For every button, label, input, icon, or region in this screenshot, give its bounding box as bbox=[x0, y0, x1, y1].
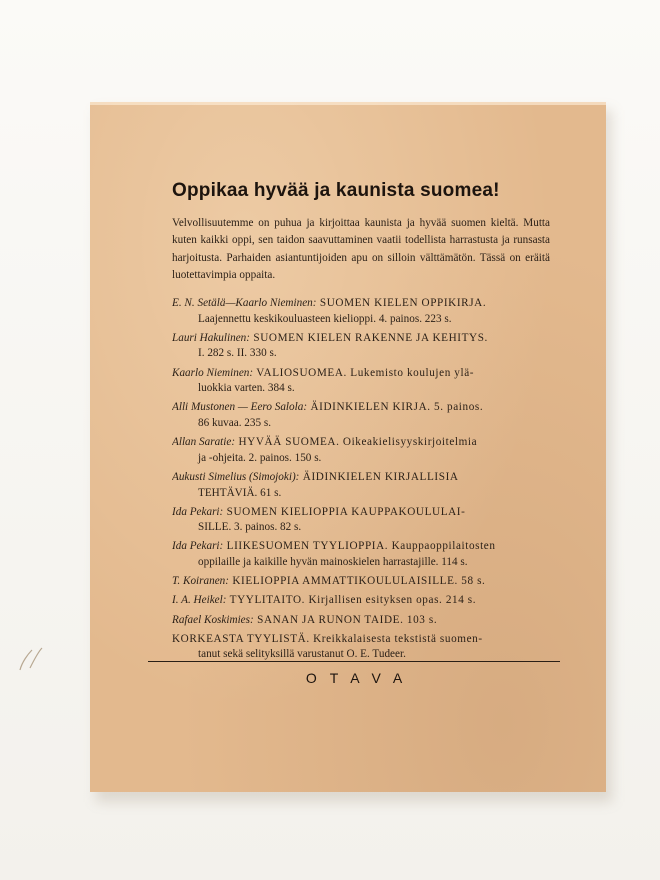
book-title: SANAN JA RUNON TAIDE. 103 s. bbox=[253, 613, 438, 626]
book-author: T. Koiranen: bbox=[172, 575, 229, 588]
book-details: TEHTÄVIÄ. 61 s. bbox=[198, 486, 282, 499]
book-title: ÄIDINKIELEN KIRJALLISIA bbox=[299, 470, 459, 483]
book-title: KORKEASTA TYYLISTÄ. Kreikkalaisesta tekstistä suomen- bbox=[172, 632, 483, 645]
pencil-mark bbox=[8, 640, 68, 680]
book-author: E. N. Setälä—Kaarlo Nieminen: bbox=[172, 297, 317, 309]
book-entry bbox=[172, 400, 552, 431]
book-author: Alli Mustonen — Eero Salola: bbox=[172, 401, 308, 414]
book-entry bbox=[172, 331, 552, 362]
book-author: Ida Pekari: bbox=[172, 540, 224, 553]
book-author: Aukusti Simelius (Simojoki): bbox=[172, 470, 300, 483]
divider-rule bbox=[148, 661, 560, 662]
book-author: Ida Pekari: bbox=[172, 505, 224, 518]
book-title: KIELIOPPIA AMMATTIKOULULAISILLE. 58 s. bbox=[228, 575, 486, 588]
book-entry bbox=[172, 505, 552, 536]
book-title: ÄIDINKIELEN KIRJA. 5. painos. bbox=[307, 401, 484, 414]
cover-top-edge bbox=[90, 102, 606, 105]
book-author: Allan Saratie: bbox=[172, 436, 236, 449]
intro-paragraph: Velvollisuutemme on puhua ja kirjoittaa kaunista ja hyvää suomen kieltä. Mutta kuten kaikki oppi, sen taidon saavuttaminen vaatii todellista harrastusta ja runsasta harjoitusta. Parhaiden asiantuntijoiden apu on silloin välttämätön. Tässä on eräitä luotettavimpia oppaita. bbox=[172, 217, 550, 282]
book-author: I. A. Heikel: bbox=[172, 594, 227, 607]
book-title: HYVÄÄ SUOMEA. Oikeakielisyyskirjoitelmia bbox=[235, 436, 478, 449]
book-entry bbox=[172, 593, 552, 609]
book-details: tanut sekä selityksillä varustanut O. E. Tudeer. bbox=[198, 648, 406, 661]
book-entry bbox=[172, 366, 552, 397]
book-details: ja -ohjeita. 2. painos. 150 s. bbox=[198, 451, 322, 464]
book-author: Kaarlo Nieminen: bbox=[172, 366, 254, 379]
book-title: SUOMEN KIELEN RAKENNE JA KEHITYS. bbox=[250, 331, 488, 344]
book-details: luokkia varten. 384 s. bbox=[198, 382, 295, 395]
book-title: TYYLITAITO. Kirjallisen esityksen opas. 214 s. bbox=[226, 594, 477, 607]
book-title: VALIOSUOMEA. Lukemisto koulujen ylä- bbox=[253, 366, 475, 379]
book-entry bbox=[172, 613, 552, 629]
book-entry bbox=[172, 435, 552, 466]
book-title: SUOMEN KIELIOPPIA KAUPPAKOULULAI- bbox=[223, 505, 466, 518]
book-details: Laajennettu keskikouluasteen kielioppi. 4. painos. 223 s. bbox=[198, 312, 452, 325]
book-entry bbox=[172, 574, 552, 590]
book-title: LIIKESUOMEN TYYLIOPPIA. Kauppaoppilaitosten bbox=[223, 540, 496, 553]
publisher-name: OTAVA bbox=[305, 670, 416, 686]
book-author: Lauri Hakulinen: bbox=[172, 331, 250, 344]
book-list bbox=[172, 296, 552, 667]
book-entry bbox=[172, 632, 552, 663]
book-details: oppilaille ja kaikille hyvän mainoskielen harrastajille. 114 s. bbox=[198, 556, 468, 569]
book-title: SUOMEN KIELEN OPPIKIRJA. bbox=[316, 297, 487, 309]
cover-heading: Oppikaa hyvää ja kaunista suomea! bbox=[172, 180, 500, 201]
book-back-cover bbox=[90, 102, 606, 792]
book-entry bbox=[172, 539, 552, 570]
book-author: Rafael Koskimies: bbox=[172, 613, 254, 626]
book-entry bbox=[172, 296, 552, 327]
book-details: I. 282 s. II. 330 s. bbox=[198, 347, 277, 360]
book-details: 86 kuvaa. 235 s. bbox=[198, 416, 272, 429]
book-details: SILLE. 3. painos. 82 s. bbox=[198, 521, 302, 534]
book-entry bbox=[172, 470, 552, 501]
